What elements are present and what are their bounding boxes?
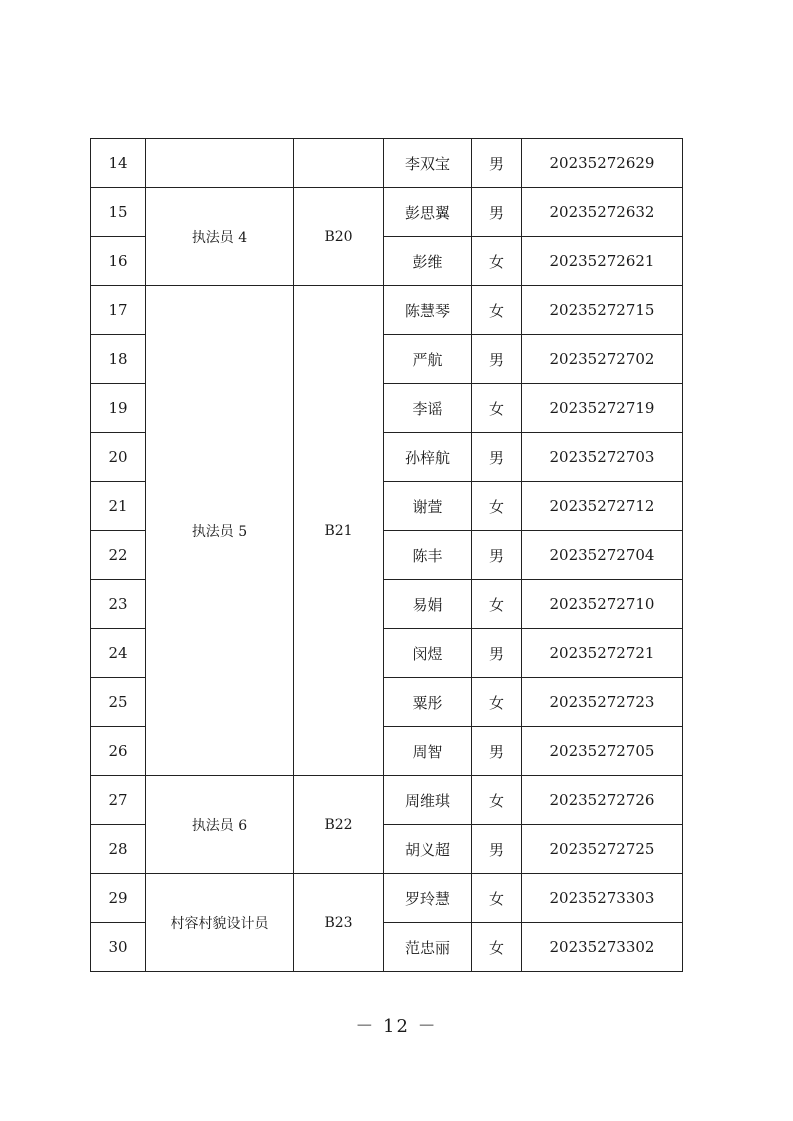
post-code-cell: B21 [294,286,384,776]
gender-cell: 女 [472,286,522,335]
name-cell: 闵煜 [384,629,472,678]
post-code-cell: B20 [294,188,384,286]
name-cell: 彭思翼 [384,188,472,237]
candidate-id-cell: 20235272705 [522,727,683,776]
row-number-cell: 23 [91,580,146,629]
row-number-cell: 26 [91,727,146,776]
gender-cell: 男 [472,139,522,188]
gender-cell: 男 [472,825,522,874]
name-cell: 孙梓航 [384,433,472,482]
name-cell: 胡义超 [384,825,472,874]
post-cell: 执法员 5 [146,286,294,776]
name-cell: 周智 [384,727,472,776]
gender-cell: 女 [472,874,522,923]
name-cell: 罗玲慧 [384,874,472,923]
candidate-id-cell: 20235273302 [522,923,683,972]
row-number-cell: 18 [91,335,146,384]
name-cell: 易娟 [384,580,472,629]
table-row [91,776,683,825]
gender-cell: 女 [472,776,522,825]
post-cell: 执法员 6 [146,776,294,874]
gender-cell: 男 [472,433,522,482]
row-number-cell: 30 [91,923,146,972]
candidate-id-cell: 20235272721 [522,629,683,678]
gender-cell: 女 [472,923,522,972]
candidate-id-cell: 20235272719 [522,384,683,433]
name-cell: 李谣 [384,384,472,433]
gender-cell: 男 [472,629,522,678]
name-cell: 周维琪 [384,776,472,825]
page-number: － 12 － [355,1016,438,1037]
candidate-id-cell: 20235272632 [522,188,683,237]
candidate-id-cell: 20235272710 [522,580,683,629]
gender-cell: 男 [472,531,522,580]
table-row [91,874,683,923]
candidate-id-cell: 20235272703 [522,433,683,482]
row-number-cell: 16 [91,237,146,286]
candidate-id-cell: 20235273303 [522,874,683,923]
gender-cell: 女 [472,580,522,629]
gender-cell: 男 [472,727,522,776]
row-number-cell: 15 [91,188,146,237]
candidate-id-cell: 20235272723 [522,678,683,727]
gender-cell: 男 [472,335,522,384]
name-cell: 范忠丽 [384,923,472,972]
name-cell: 彭维 [384,237,472,286]
post-code-cell: B23 [294,874,384,972]
table-row [91,188,683,237]
row-number-cell: 14 [91,139,146,188]
post-cell: 村容村貌设计员 [146,874,294,972]
table-row [91,286,683,335]
post-cell: 执法员 4 [146,188,294,286]
roster-body [91,139,683,972]
post-code-cell [294,139,384,188]
candidate-id-cell: 20235272725 [522,825,683,874]
name-cell: 严航 [384,335,472,384]
row-number-cell: 27 [91,776,146,825]
gender-cell: 女 [472,384,522,433]
row-number-cell: 22 [91,531,146,580]
gender-cell: 男 [472,188,522,237]
name-cell: 谢萱 [384,482,472,531]
post-cell [146,139,294,188]
name-cell: 李双宝 [384,139,472,188]
row-number-cell: 20 [91,433,146,482]
row-number-cell: 21 [91,482,146,531]
row-number-cell: 28 [91,825,146,874]
row-number-cell: 17 [91,286,146,335]
candidate-id-cell: 20235272715 [522,286,683,335]
row-number-cell: 25 [91,678,146,727]
gender-cell: 女 [472,482,522,531]
candidate-id-cell: 20235272726 [522,776,683,825]
candidate-id-cell: 20235272704 [522,531,683,580]
row-number-cell: 19 [91,384,146,433]
row-number-cell: 29 [91,874,146,923]
gender-cell: 女 [472,678,522,727]
name-cell: 陈慧琴 [384,286,472,335]
candidate-id-cell: 20235272621 [522,237,683,286]
post-code-cell: B22 [294,776,384,874]
row-number-cell: 24 [91,629,146,678]
table-row [91,139,683,188]
candidate-id-cell: 20235272629 [522,139,683,188]
gender-cell: 女 [472,237,522,286]
candidate-id-cell: 20235272702 [522,335,683,384]
name-cell: 粟彤 [384,678,472,727]
name-cell: 陈丰 [384,531,472,580]
candidate-id-cell: 20235272712 [522,482,683,531]
roster-table [90,138,683,972]
